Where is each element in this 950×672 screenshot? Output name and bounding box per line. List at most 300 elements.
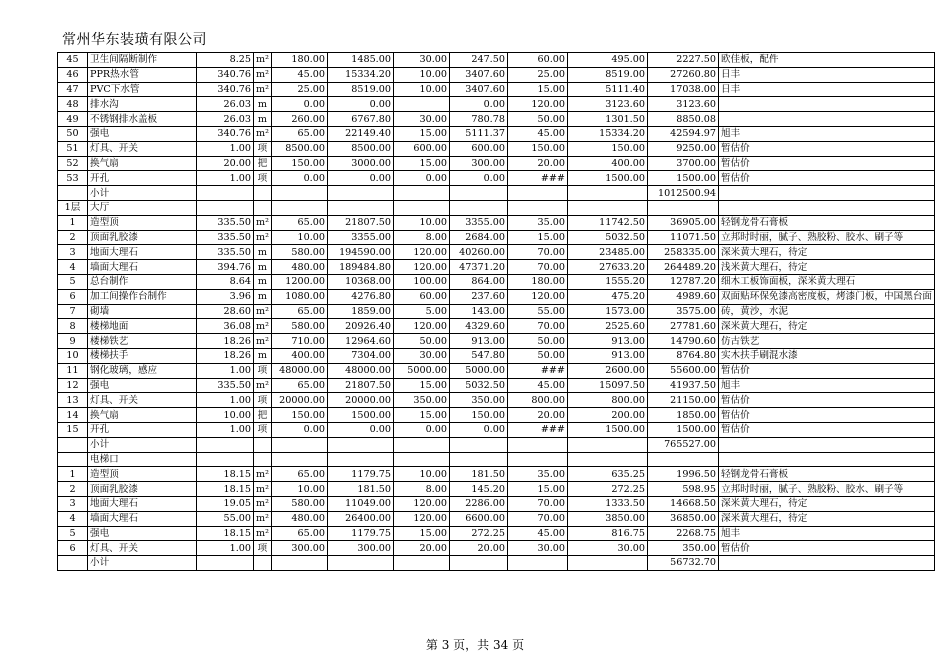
- table-row: [58, 408, 935, 423]
- cell-labor-price: 15.00: [393, 156, 449, 171]
- cell-aux-total: 11742.50: [567, 215, 647, 230]
- cell-amount: 56732.70: [647, 556, 718, 571]
- cell-qty: [197, 556, 254, 571]
- cell-remark: 立邦时时丽，腻子、熟胶粉、胶水、刷子等: [718, 230, 934, 245]
- cell-aux-total: 5111.40: [567, 82, 647, 97]
- cell-aux-total: 800.00: [567, 393, 647, 408]
- cell-amount: 14790.60: [647, 334, 718, 349]
- cell-aux-price: ###: [507, 363, 567, 378]
- cell-no: 8: [58, 319, 88, 334]
- cell-no: 4: [58, 511, 88, 526]
- cell-aux-price: ###: [507, 422, 567, 437]
- cell-labor-price: 15.00: [393, 126, 449, 141]
- cell-unit: 把: [254, 408, 272, 423]
- cell-labor-price: 10.00: [393, 215, 449, 230]
- cell-aux-price: 60.00: [507, 53, 567, 68]
- cell-labor-total: 6600.00: [449, 511, 507, 526]
- table-row: [58, 304, 935, 319]
- table-row: [58, 437, 935, 452]
- cell-labor-total: [449, 452, 507, 467]
- cell-material-total: 26400.00: [327, 511, 393, 526]
- cell-no: 6: [58, 289, 88, 304]
- cell-item: 砌墙: [88, 304, 197, 319]
- cell-qty: 335.50: [197, 245, 254, 260]
- table-row: [58, 97, 935, 112]
- cell-item: 楼梯地面: [88, 319, 197, 334]
- cell-labor-price: 120.00: [393, 245, 449, 260]
- cell-qty: 340.76: [197, 67, 254, 82]
- cell-no: 46: [58, 67, 88, 82]
- cell-labor-total: 3407.60: [449, 82, 507, 97]
- cell-unit: m²: [254, 319, 272, 334]
- cell-qty: 19.05: [197, 496, 254, 511]
- cell-remark: 立邦时时丽，腻子、熟胶粉、胶水、刷子等: [718, 482, 934, 497]
- cell-amount: 27260.80: [647, 67, 718, 82]
- cell-material-price: 10.00: [271, 482, 327, 497]
- cell-aux-total: 3850.00: [567, 511, 647, 526]
- cell-amount: 27781.60: [647, 319, 718, 334]
- cell-material-total: 21807.50: [327, 378, 393, 393]
- cell-remark: 欧佳板，配件: [718, 53, 934, 68]
- cell-labor-total: 600.00: [449, 141, 507, 156]
- cell-labor-total: 300.00: [449, 156, 507, 171]
- cell-material-price: 300.00: [271, 541, 327, 556]
- cell-amount: 1500.00: [647, 422, 718, 437]
- cell-material-total: 20000.00: [327, 393, 393, 408]
- cell-qty: 8.25: [197, 53, 254, 68]
- cell-no: 12: [58, 378, 88, 393]
- cell-material-total: 8500.00: [327, 141, 393, 156]
- cell-labor-total: 145.20: [449, 482, 507, 497]
- quote-table: [57, 52, 935, 571]
- cell-aux-total: [567, 200, 647, 215]
- cell-aux-total: 150.00: [567, 141, 647, 156]
- cell-aux-price: ###: [507, 171, 567, 186]
- cell-labor-total: 2286.00: [449, 496, 507, 511]
- cell-remark: 暂估价: [718, 156, 934, 171]
- cell-aux-total: 2525.60: [567, 319, 647, 334]
- table-row: [58, 171, 935, 186]
- cell-aux-price: 45.00: [507, 378, 567, 393]
- cell-material-price: [271, 437, 327, 452]
- cell-amount: 2227.50: [647, 53, 718, 68]
- cell-aux-price: 30.00: [507, 541, 567, 556]
- cell-remark: 旭丰: [718, 378, 934, 393]
- cell-aux-total: 400.00: [567, 156, 647, 171]
- cell-no: 52: [58, 156, 88, 171]
- table-row: [58, 482, 935, 497]
- cell-aux-price: 180.00: [507, 274, 567, 289]
- cell-no: 4: [58, 260, 88, 275]
- cell-amount: 41937.50: [647, 378, 718, 393]
- cell-unit: m²: [254, 230, 272, 245]
- cell-aux-total: [567, 186, 647, 201]
- cell-item: 排水沟: [88, 97, 197, 112]
- cell-unit: m²: [254, 304, 272, 319]
- cell-aux-price: [507, 452, 567, 467]
- cell-remark: 双面贴环保免漆高密度板，烤漆门板，中国黑台面: [718, 289, 934, 304]
- cell-qty: 335.50: [197, 215, 254, 230]
- cell-no: 45: [58, 53, 88, 68]
- cell-remark: 日丰: [718, 67, 934, 82]
- cell-unit: [254, 556, 272, 571]
- cell-material-total: 15334.20: [327, 67, 393, 82]
- cell-labor-price: 15.00: [393, 526, 449, 541]
- table-row: [58, 126, 935, 141]
- cell-aux-total: 15097.50: [567, 378, 647, 393]
- cell-material-price: 480.00: [271, 260, 327, 275]
- cell-unit: m²: [254, 511, 272, 526]
- cell-material-total: 7304.00: [327, 348, 393, 363]
- cell-labor-total: 47371.20: [449, 260, 507, 275]
- cell-material-price: 150.00: [271, 156, 327, 171]
- cell-material-total: 6767.80: [327, 112, 393, 127]
- cell-remark: 深米黄大理石，待定: [718, 511, 934, 526]
- cell-labor-total: 5000.00: [449, 363, 507, 378]
- cell-remark: [718, 556, 934, 571]
- cell-qty: 18.15: [197, 526, 254, 541]
- cell-aux-total: 8519.00: [567, 67, 647, 82]
- cell-material-total: 48000.00: [327, 363, 393, 378]
- cell-aux-price: 15.00: [507, 230, 567, 245]
- cell-material-total: [327, 437, 393, 452]
- cell-material-total: 3000.00: [327, 156, 393, 171]
- cell-qty: 335.50: [197, 230, 254, 245]
- cell-material-total: 181.50: [327, 482, 393, 497]
- cell-unit: m: [254, 97, 272, 112]
- cell-unit: [254, 200, 272, 215]
- cell-amount: 21150.00: [647, 393, 718, 408]
- cell-material-price: [271, 200, 327, 215]
- cell-aux-total: 495.00: [567, 53, 647, 68]
- cell-labor-price: 120.00: [393, 496, 449, 511]
- cell-item: 造型顶: [88, 467, 197, 482]
- cell-unit: 项: [254, 422, 272, 437]
- cell-item: 不锈钢排水盖板: [88, 112, 197, 127]
- cell-material-price: 8500.00: [271, 141, 327, 156]
- cell-remark: 深米黄大理石，待定: [718, 245, 934, 260]
- cell-unit: m: [254, 289, 272, 304]
- cell-unit: m: [254, 348, 272, 363]
- cell-qty: 18.26: [197, 334, 254, 349]
- cell-unit: m: [254, 112, 272, 127]
- cell-unit: m²: [254, 215, 272, 230]
- cell-aux-price: 70.00: [507, 511, 567, 526]
- cell-material-total: 300.00: [327, 541, 393, 556]
- cell-amount: 17038.00: [647, 82, 718, 97]
- cell-item: 灯具、开关: [88, 141, 197, 156]
- cell-remark: 暂估价: [718, 541, 934, 556]
- cell-material-total: 1485.00: [327, 53, 393, 68]
- cell-no: [58, 452, 88, 467]
- cell-remark: [718, 186, 934, 201]
- cell-labor-price: [393, 452, 449, 467]
- cell-qty: 1.00: [197, 171, 254, 186]
- cell-no: 6: [58, 541, 88, 556]
- cell-unit: [254, 452, 272, 467]
- cell-aux-price: 45.00: [507, 526, 567, 541]
- cell-material-total: 194590.00: [327, 245, 393, 260]
- cell-aux-price: 70.00: [507, 319, 567, 334]
- cell-material-total: 0.00: [327, 171, 393, 186]
- cell-labor-total: 0.00: [449, 171, 507, 186]
- cell-remark: 细木工板饰面板，深米黄大理石: [718, 274, 934, 289]
- cell-material-total: [327, 556, 393, 571]
- table-row: [58, 53, 935, 68]
- cell-labor-total: [449, 556, 507, 571]
- cell-aux-total: 1500.00: [567, 422, 647, 437]
- cell-unit: m: [254, 260, 272, 275]
- cell-no: 5: [58, 274, 88, 289]
- cell-labor-total: 5111.37: [449, 126, 507, 141]
- cell-unit: m: [254, 274, 272, 289]
- cell-material-total: 0.00: [327, 422, 393, 437]
- cell-labor-total: 247.50: [449, 53, 507, 68]
- cell-amount: 258335.00: [647, 245, 718, 260]
- cell-amount: 8764.80: [647, 348, 718, 363]
- cell-no: 1: [58, 215, 88, 230]
- cell-labor-total: 0.00: [449, 97, 507, 112]
- cell-remark: 暂估价: [718, 141, 934, 156]
- table-row: [58, 526, 935, 541]
- table-row: [58, 67, 935, 82]
- page-number: 第 3 页，共 34 页: [425, 638, 525, 652]
- cell-remark: 旭丰: [718, 526, 934, 541]
- cell-item: 墙面大理石: [88, 511, 197, 526]
- cell-material-total: 4276.80: [327, 289, 393, 304]
- cell-aux-price: 70.00: [507, 245, 567, 260]
- cell-material-price: [271, 186, 327, 201]
- cell-remark: [718, 437, 934, 452]
- cell-unit: m²: [254, 82, 272, 97]
- cell-item: 小计: [88, 556, 197, 571]
- cell-unit: m²: [254, 67, 272, 82]
- cell-qty: 1.00: [197, 541, 254, 556]
- cell-material-price: 1080.00: [271, 289, 327, 304]
- cell-labor-total: 272.25: [449, 526, 507, 541]
- cell-item: 顶面乳胶漆: [88, 482, 197, 497]
- cell-no: 47: [58, 82, 88, 97]
- cell-item: 卫生间隔断制作: [88, 53, 197, 68]
- cell-labor-price: 600.00: [393, 141, 449, 156]
- cell-labor-total: 3355.00: [449, 215, 507, 230]
- cell-no: [58, 186, 88, 201]
- cell-qty: 18.15: [197, 482, 254, 497]
- cell-no: 49: [58, 112, 88, 127]
- table-row: [58, 230, 935, 245]
- cell-amount: 9250.00: [647, 141, 718, 156]
- cell-item: 墙面大理石: [88, 260, 197, 275]
- cell-aux-price: 50.00: [507, 112, 567, 127]
- cell-labor-total: 913.00: [449, 334, 507, 349]
- cell-aux-price: 800.00: [507, 393, 567, 408]
- cell-aux-total: 1573.00: [567, 304, 647, 319]
- cell-remark: 旭丰: [718, 126, 934, 141]
- cell-material-price: 260.00: [271, 112, 327, 127]
- cell-qty: 18.26: [197, 348, 254, 363]
- cell-labor-total: 864.00: [449, 274, 507, 289]
- cell-labor-total: [449, 186, 507, 201]
- cell-no: 9: [58, 334, 88, 349]
- cell-item: 强电: [88, 378, 197, 393]
- cell-amount: 3700.00: [647, 156, 718, 171]
- table-row: [58, 556, 935, 571]
- cell-material-total: 1500.00: [327, 408, 393, 423]
- cell-material-price: 180.00: [271, 53, 327, 68]
- cell-qty: 36.08: [197, 319, 254, 334]
- cell-amount: 42594.97: [647, 126, 718, 141]
- table-row: [58, 82, 935, 97]
- cell-labor-total: 143.00: [449, 304, 507, 319]
- cell-no: 14: [58, 408, 88, 423]
- cell-labor-price: 120.00: [393, 319, 449, 334]
- cell-material-total: 1179.75: [327, 467, 393, 482]
- cell-material-total: 12964.60: [327, 334, 393, 349]
- cell-labor-price: 30.00: [393, 112, 449, 127]
- cell-amount: 55600.00: [647, 363, 718, 378]
- cell-amount: 36850.00: [647, 511, 718, 526]
- cell-material-price: [271, 452, 327, 467]
- cell-aux-total: 27633.20: [567, 260, 647, 275]
- cell-no: [58, 437, 88, 452]
- cell-remark: [718, 452, 934, 467]
- cell-qty: 1.00: [197, 422, 254, 437]
- cell-unit: 项: [254, 393, 272, 408]
- cell-no: 5: [58, 526, 88, 541]
- cell-item: 楼梯扶手: [88, 348, 197, 363]
- cell-unit: m²: [254, 334, 272, 349]
- cell-material-price: 580.00: [271, 245, 327, 260]
- cell-no: 2: [58, 482, 88, 497]
- cell-remark: [718, 200, 934, 215]
- cell-labor-total: 350.00: [449, 393, 507, 408]
- cell-material-price: 48000.00: [271, 363, 327, 378]
- cell-item: 钢化玻璃，感应: [88, 363, 197, 378]
- cell-no: 1层: [58, 200, 88, 215]
- cell-no: 15: [58, 422, 88, 437]
- cell-aux-price: 150.00: [507, 141, 567, 156]
- cell-amount: 36905.00: [647, 215, 718, 230]
- cell-material-price: 65.00: [271, 304, 327, 319]
- cell-unit: 把: [254, 156, 272, 171]
- cell-item: 造型顶: [88, 215, 197, 230]
- cell-qty: 3.96: [197, 289, 254, 304]
- cell-labor-price: 20.00: [393, 541, 449, 556]
- cell-qty: 335.50: [197, 378, 254, 393]
- cell-no: 13: [58, 393, 88, 408]
- cell-material-price: 65.00: [271, 215, 327, 230]
- cell-labor-total: 20.00: [449, 541, 507, 556]
- table-row: [58, 363, 935, 378]
- cell-material-price: 150.00: [271, 408, 327, 423]
- cell-labor-total: 780.78: [449, 112, 507, 127]
- cell-qty: [197, 186, 254, 201]
- cell-aux-price: 50.00: [507, 334, 567, 349]
- cell-labor-price: 50.00: [393, 334, 449, 349]
- cell-aux-total: 15334.20: [567, 126, 647, 141]
- cell-no: 51: [58, 141, 88, 156]
- table-row: [58, 274, 935, 289]
- cell-aux-total: 30.00: [567, 541, 647, 556]
- cell-qty: [197, 452, 254, 467]
- cell-qty: 20.00: [197, 156, 254, 171]
- cell-remark: 深米黄大理石，待定: [718, 319, 934, 334]
- cell-labor-price: [393, 200, 449, 215]
- cell-item: 灯具、开关: [88, 541, 197, 556]
- cell-aux-total: 913.00: [567, 334, 647, 349]
- cell-aux-price: 70.00: [507, 496, 567, 511]
- cell-labor-price: 0.00: [393, 422, 449, 437]
- cell-item: 顶面乳胶漆: [88, 230, 197, 245]
- cell-qty: 1.00: [197, 393, 254, 408]
- cell-amount: 4989.60: [647, 289, 718, 304]
- cell-labor-total: 5032.50: [449, 378, 507, 393]
- cell-material-price: 0.00: [271, 97, 327, 112]
- cell-aux-price: 45.00: [507, 126, 567, 141]
- table-row: [58, 511, 935, 526]
- table-row: [58, 319, 935, 334]
- cell-remark: [718, 112, 934, 127]
- cell-aux-price: 25.00: [507, 67, 567, 82]
- cell-aux-price: 35.00: [507, 215, 567, 230]
- cell-amount: 350.00: [647, 541, 718, 556]
- cell-qty: 340.76: [197, 82, 254, 97]
- table-row: [58, 422, 935, 437]
- cell-labor-price: 30.00: [393, 348, 449, 363]
- cell-qty: 1.00: [197, 141, 254, 156]
- cell-no: 3: [58, 496, 88, 511]
- cell-amount: 12787.20: [647, 274, 718, 289]
- cell-material-total: 0.00: [327, 97, 393, 112]
- cell-unit: [254, 186, 272, 201]
- cell-unit: 项: [254, 141, 272, 156]
- cell-material-total: 21807.50: [327, 215, 393, 230]
- table-row: [58, 348, 935, 363]
- cell-aux-total: 475.20: [567, 289, 647, 304]
- cell-aux-price: 120.00: [507, 97, 567, 112]
- table-row: [58, 496, 935, 511]
- cell-labor-price: 8.00: [393, 482, 449, 497]
- cell-material-total: 10368.00: [327, 274, 393, 289]
- cell-item: 开孔: [88, 171, 197, 186]
- cell-aux-price: 35.00: [507, 467, 567, 482]
- cell-unit: m²: [254, 526, 272, 541]
- cell-qty: 8.64: [197, 274, 254, 289]
- cell-material-price: 65.00: [271, 467, 327, 482]
- cell-qty: 26.03: [197, 97, 254, 112]
- cell-item: 大厅: [88, 200, 197, 215]
- cell-remark: 仿古铁艺: [718, 334, 934, 349]
- table-row: [58, 541, 935, 556]
- cell-aux-total: 200.00: [567, 408, 647, 423]
- table-body: [58, 53, 935, 571]
- cell-qty: [197, 437, 254, 452]
- cell-aux-total: 1301.50: [567, 112, 647, 127]
- cell-labor-total: 0.00: [449, 422, 507, 437]
- cell-labor-price: 60.00: [393, 289, 449, 304]
- cell-no: 11: [58, 363, 88, 378]
- cell-material-price: 65.00: [271, 526, 327, 541]
- cell-remark: 暂估价: [718, 393, 934, 408]
- cell-labor-total: 3407.60: [449, 67, 507, 82]
- cell-no: 48: [58, 97, 88, 112]
- cell-material-price: 0.00: [271, 171, 327, 186]
- cell-unit: 项: [254, 171, 272, 186]
- cell-remark: 日丰: [718, 82, 934, 97]
- cell-material-total: 8519.00: [327, 82, 393, 97]
- cell-aux-price: [507, 186, 567, 201]
- cell-labor-price: [393, 556, 449, 571]
